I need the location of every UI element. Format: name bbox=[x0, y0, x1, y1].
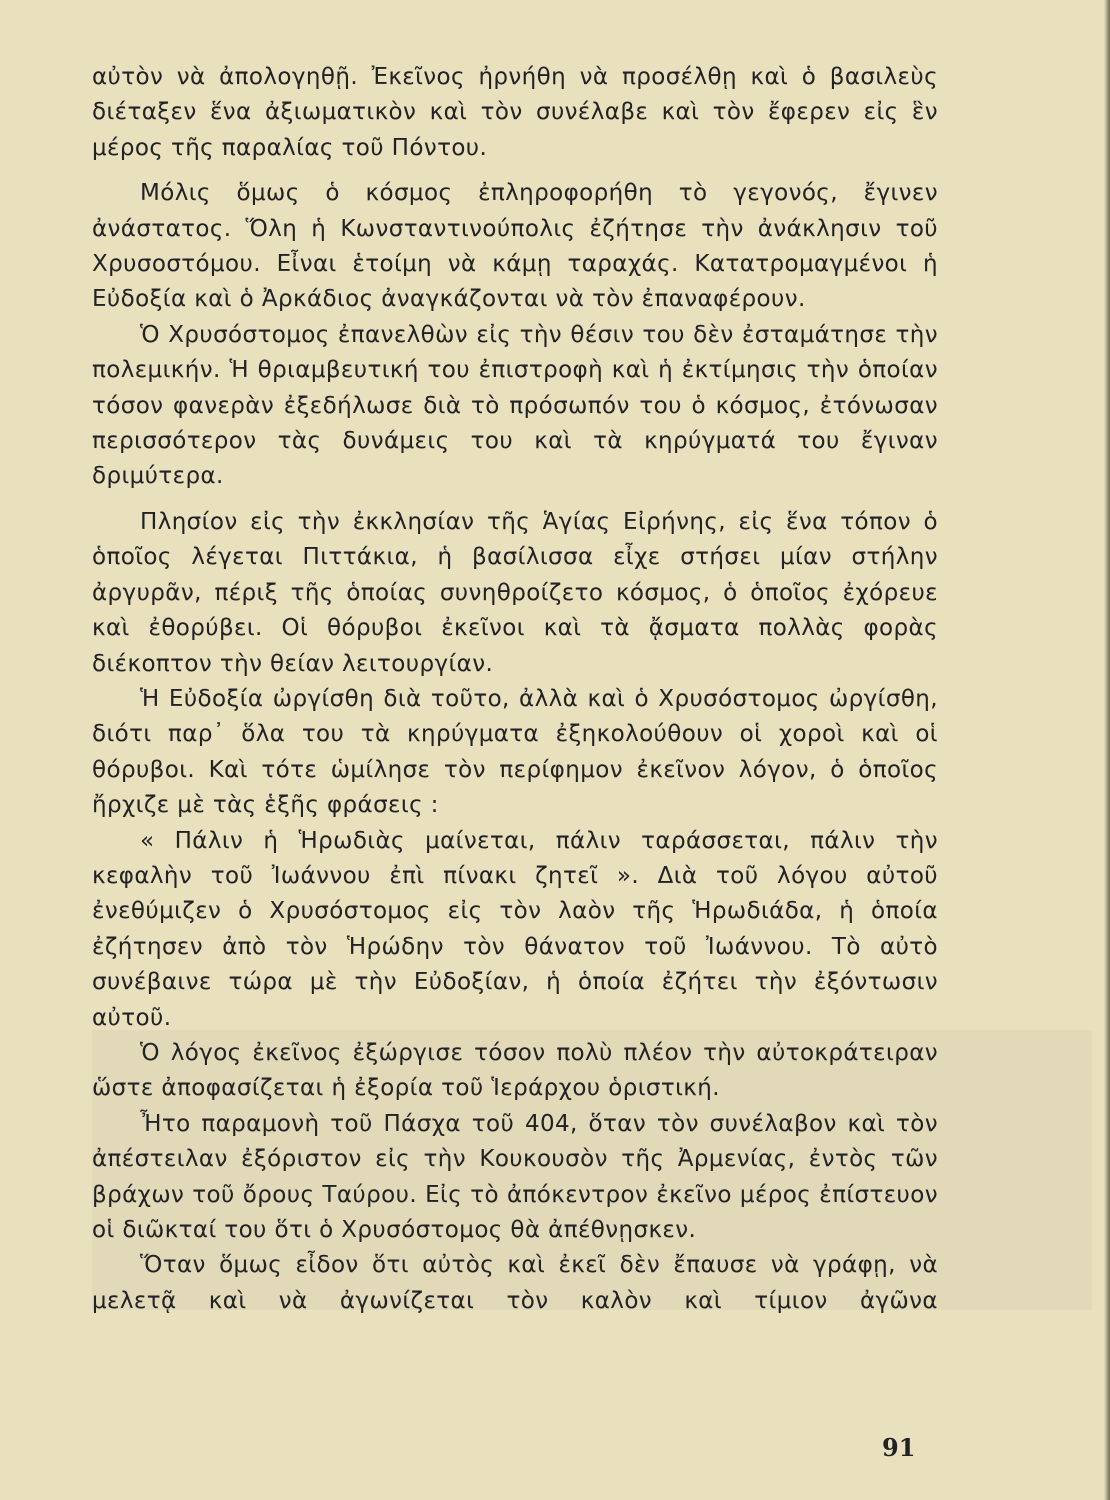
paragraph-4: Πλησίον εἰς τὴν ἐκκλησίαν τῆς Ἁγίας Εἰρήνης, εἰς ἕνα τόπον ὁ ὁποῖος λέγεται Πιττάκια, ἡ βασίλισσα εἶχε στήσει μίαν στήλην ἀργυρᾶν, πέριξ τῆς ὁποίας συνηθροίζετο κόσμος, ὁ ὁποῖος ἐχόρευε καὶ ἐθορύβει. Οἱ θόρυβοι ἐκεῖνοι καὶ τὰ ᾄσματα πολλὰς φορὰς διέκοπτον τὴν θείαν λειτουργίαν. bbox=[92, 508, 938, 677]
paragraph-8: Ἦτο παραμονὴ τοῦ Πάσχα τοῦ 404, ὅταν τὸν συνέλαβον καὶ τὸν ἀπέστειλαν ἐξόριστον εἰς τὴν Κουκουσὸν τῆς Ἀρμενίας, ἐντὸς τῶν βράχων τοῦ ὄρους Ταύρου. Εἰς τὸ ἀπόκεντρον ἐκεῖνο μέρος ἐπίστευον οἱ διῶκταί του ὅτι ὁ Χρυσόστομος θὰ ἀπέθνῃσκεν. bbox=[92, 1110, 938, 1243]
paragraph-5: Ἡ Εὐδοξία ὠργίσθη διὰ τοῦτο, ἀλλὰ καὶ ὁ Χρυσόστομος ὠργίσθη, διότι παρ᾿ ὅλα του τὰ κηρύγματα ἐξηκολούθουν οἱ χοροὶ καὶ οἱ θόρυβοι. Καὶ τότε ὡμίλησε τὸν περίφημον ἐκεῖνον λόγον, ὁ ὁποῖος ἤρχιζε μὲ τὰς ἑξῆς φράσεις : bbox=[92, 685, 938, 819]
body-text bbox=[92, 60, 938, 1319]
paragraph-1: αὐτὸν νὰ ἀπολογηθῇ. Ἐκεῖνος ἠρνήθη νὰ προσέλθῃ καὶ ὁ βασιλεὺς διέταξεν ἕνα ἀξιωματικὸν καὶ τὸν συνέλαβε καὶ τὸν ἔφερεν εἰς ἓν μέρος τῆς παραλίας τοῦ Πόντου. bbox=[92, 64, 938, 161]
paragraph-7: Ὁ λόγος ἐκεῖνος ἐξώργισε τόσον πολὺ πλέον τὴν αὐτοκράτειραν ὥστε ἀποφασίζεται ἡ ἐξορία τοῦ Ἱεράρχου ὁριστική. bbox=[92, 1039, 938, 1102]
paragraph-6: « Πάλιν ἡ Ἡρωδιὰς μαίνεται, πάλιν ταράσσεται, πάλιν τὴν κεφαλὴν τοῦ Ἰωάννου ἐπὶ πίνακι ζητεῖ ». Διὰ τοῦ λόγου αὐτοῦ ἐνεθύμιζεν ὁ Χρυσόστομος εἰς τὸν λαὸν τῆς Ἡρωδιάδα, ἡ ὁποία ἐζήτησεν ἀπὸ τὸν Ἡρώδην τὸν θάνατον τοῦ Ἰωάννου. Τὸ αὐτὸ συνέβαινε τώρα μὲ τὴν Εὐδοξίαν, ἡ ὁποία ἐζήτει τὴν ἐξόντωσιν αὐτοῦ. bbox=[92, 827, 938, 1031]
paragraph-9: Ὅταν ὅμως εἶδον ὅτι αὐτὸς καὶ ἐκεῖ δὲν ἔπαυσε νὰ γράφῃ, νὰ μελετᾷ καὶ νὰ ἀγωνίζεται τὸν καλὸν καὶ τίμιον ἀγῶνα bbox=[92, 1252, 938, 1314]
paragraph-2: Μόλις ὅμως ὁ κόσμος ἐπληροφορήθη τὸ γεγονός, ἔγινεν ἀνάστατος. Ὅλη ἡ Κωνσταντινούπολις ἐζήτησε τὴν ἀνάκλησιν τοῦ Χρυσοστόμου. Εἶναι ἑτοίμη νὰ κάμῃ ταραχάς. Κατατρομαγμένοι ἡ Εὐδοξία καὶ ὁ Ἀρκάδιος ἀναγκάζονται νὰ τὸν ἐπαναφέρουν. bbox=[92, 180, 938, 313]
paragraph-3: Ὁ Χρυσόστομος ἐπανελθὼν εἰς τὴν θέσιν του δὲν ἐσταμάτησε τὴν πολεμικήν. Ἡ θριαμβευτική του ἐπιστροφὴ καὶ ἡ ἐκτίμησις τὴν ὁποίαν τόσον φανερὰν ἐξεδήλωσε διὰ τὸ πρόσωπόν του ὁ κόσμος, ἐτόνωσαν περισσότερον τὰς δυνάμεις του καὶ τὰ κηρύγματά του ἔγιναν δριμύτερα. bbox=[92, 321, 938, 490]
page-number: 91 bbox=[882, 1433, 916, 1462]
